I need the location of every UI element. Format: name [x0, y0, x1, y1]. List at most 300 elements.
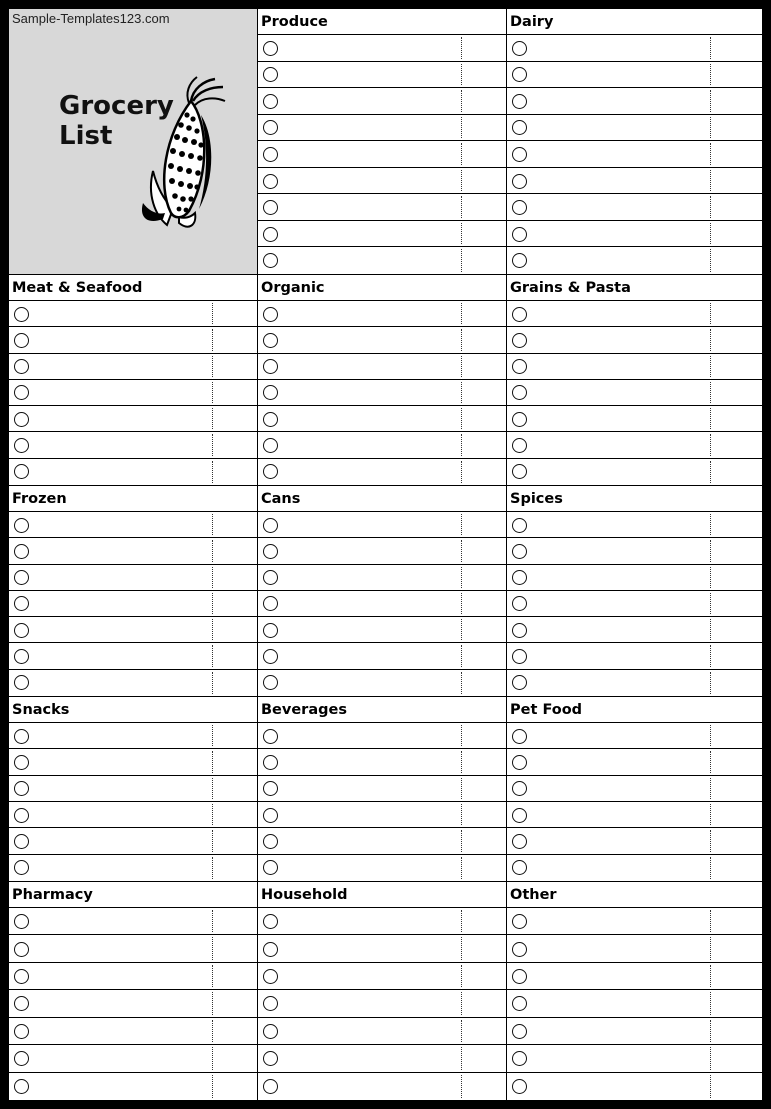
circle-checkbox-icon[interactable] [14, 914, 29, 929]
list-item[interactable] [9, 963, 257, 990]
quantity-divider [461, 540, 462, 561]
circle-checkbox-icon[interactable] [263, 808, 278, 823]
circle-checkbox-icon[interactable] [14, 942, 29, 957]
list-item[interactable] [507, 855, 762, 881]
circle-checkbox-icon[interactable] [512, 253, 527, 268]
title-block [8, 8, 258, 275]
list-item[interactable] [507, 1073, 762, 1100]
circle-checkbox-icon[interactable] [512, 438, 527, 453]
list-item[interactable] [258, 990, 506, 1017]
circle-checkbox-icon[interactable] [14, 860, 29, 875]
circle-checkbox-icon[interactable] [512, 307, 527, 322]
circle-checkbox-icon[interactable] [263, 359, 278, 374]
section-header-produce: Produce [258, 9, 506, 35]
circle-checkbox-icon[interactable] [512, 412, 527, 427]
grocery-list-sheet [8, 8, 763, 1101]
list-item[interactable] [258, 327, 506, 353]
list-item[interactable] [258, 247, 506, 274]
section-header-dairy: Dairy [507, 9, 762, 35]
list-item[interactable] [507, 354, 762, 380]
quantity-divider [461, 249, 462, 272]
quantity-divider [212, 567, 213, 588]
circle-checkbox-icon[interactable] [14, 808, 29, 823]
quantity-divider [710, 37, 711, 59]
quantity-divider [710, 356, 711, 377]
list-item[interactable] [507, 512, 762, 538]
list-item[interactable] [258, 88, 506, 115]
quantity-divider [461, 329, 462, 350]
quantity-divider [710, 90, 711, 112]
list-item[interactable] [9, 802, 257, 828]
list-item[interactable] [258, 512, 506, 538]
list-item[interactable] [258, 908, 506, 935]
quantity-divider [212, 965, 213, 987]
list-item[interactable] [258, 802, 506, 828]
list-item[interactable] [258, 643, 506, 669]
circle-checkbox-icon[interactable] [512, 174, 527, 189]
quantity-divider [212, 1047, 213, 1069]
list-item[interactable] [258, 855, 506, 881]
list-item[interactable] [507, 802, 762, 828]
quantity-divider [212, 1020, 213, 1042]
circle-checkbox-icon[interactable] [263, 834, 278, 849]
list-item[interactable] [507, 221, 762, 248]
list-item[interactable] [258, 301, 506, 327]
circle-checkbox-icon[interactable] [512, 120, 527, 135]
list-item[interactable] [9, 406, 257, 432]
quantity-divider [710, 937, 711, 959]
list-item[interactable] [258, 1073, 506, 1100]
section-produce [257, 8, 507, 275]
quantity-divider [212, 619, 213, 640]
circle-checkbox-icon[interactable] [512, 200, 527, 215]
list-item[interactable] [507, 327, 762, 353]
quantity-divider [710, 725, 711, 746]
circle-checkbox-icon[interactable] [263, 253, 278, 268]
list-item[interactable] [507, 617, 762, 643]
circle-checkbox-icon[interactable] [263, 860, 278, 875]
circle-checkbox-icon[interactable] [14, 969, 29, 984]
list-item[interactable] [258, 670, 506, 696]
quantity-divider [212, 461, 213, 483]
circle-checkbox-icon[interactable] [512, 860, 527, 875]
circle-checkbox-icon[interactable] [263, 147, 278, 162]
list-item[interactable] [258, 354, 506, 380]
section-beverages [257, 696, 507, 882]
circle-checkbox-icon[interactable] [263, 729, 278, 744]
quantity-divider [710, 117, 711, 139]
circle-checkbox-icon[interactable] [512, 1051, 527, 1066]
list-item[interactable] [507, 88, 762, 115]
circle-checkbox-icon[interactable] [512, 729, 527, 744]
circle-checkbox-icon[interactable] [263, 1024, 278, 1039]
circle-checkbox-icon[interactable] [14, 834, 29, 849]
circle-checkbox-icon[interactable] [14, 996, 29, 1011]
circle-checkbox-icon[interactable] [512, 781, 527, 796]
list-item[interactable] [258, 35, 506, 62]
quantity-divider [461, 37, 462, 59]
list-item[interactable] [9, 591, 257, 617]
list-item[interactable] [258, 168, 506, 195]
quantity-divider [710, 196, 711, 218]
circle-checkbox-icon[interactable] [263, 412, 278, 427]
circle-checkbox-icon[interactable] [512, 41, 527, 56]
list-item[interactable] [507, 459, 762, 485]
circle-checkbox-icon[interactable] [512, 1024, 527, 1039]
section-header-meat: Meat & Seafood [9, 275, 257, 301]
list-item[interactable] [507, 1018, 762, 1045]
circle-checkbox-icon[interactable] [512, 623, 527, 638]
quantity-divider [710, 434, 711, 455]
quantity-divider [212, 540, 213, 561]
circle-checkbox-icon[interactable] [14, 307, 29, 322]
list-item[interactable] [507, 194, 762, 221]
circle-checkbox-icon[interactable] [512, 996, 527, 1011]
list-item[interactable] [507, 670, 762, 696]
quantity-divider [212, 672, 213, 694]
quantity-divider [710, 672, 711, 694]
circle-checkbox-icon[interactable] [263, 385, 278, 400]
quantity-divider [461, 64, 462, 86]
circle-checkbox-icon[interactable] [512, 227, 527, 242]
circle-checkbox-icon[interactable] [263, 596, 278, 611]
quantity-divider [710, 64, 711, 86]
circle-checkbox-icon[interactable] [263, 307, 278, 322]
list-item[interactable] [258, 591, 506, 617]
quantity-divider [461, 593, 462, 614]
circle-checkbox-icon[interactable] [263, 623, 278, 638]
circle-checkbox-icon[interactable] [263, 914, 278, 929]
list-item[interactable] [507, 643, 762, 669]
list-item[interactable] [507, 301, 762, 327]
list-item[interactable] [507, 591, 762, 617]
circle-checkbox-icon[interactable] [512, 359, 527, 374]
circle-checkbox-icon[interactable] [263, 438, 278, 453]
quantity-divider [461, 1075, 462, 1098]
quantity-divider [212, 382, 213, 403]
section-header-beverages: Beverages [258, 697, 506, 723]
list-item[interactable] [9, 723, 257, 749]
list-item[interactable] [9, 643, 257, 669]
quantity-divider [710, 382, 711, 403]
quantity-divider [461, 223, 462, 245]
list-item[interactable] [507, 35, 762, 62]
quantity-divider [212, 408, 213, 429]
list-item[interactable] [9, 432, 257, 458]
circle-checkbox-icon[interactable] [14, 464, 29, 479]
quantity-divider [461, 1047, 462, 1069]
circle-checkbox-icon[interactable] [263, 67, 278, 82]
quantity-divider [461, 645, 462, 666]
list-item[interactable] [258, 1018, 506, 1045]
section-organic [257, 274, 507, 486]
circle-checkbox-icon[interactable] [263, 570, 278, 585]
quantity-divider [710, 329, 711, 350]
quantity-divider [710, 408, 711, 429]
circle-checkbox-icon[interactable] [263, 942, 278, 957]
list-item[interactable] [258, 62, 506, 89]
circle-checkbox-icon[interactable] [512, 147, 527, 162]
list-item[interactable] [507, 247, 762, 274]
list-item[interactable] [9, 301, 257, 327]
quantity-divider [461, 965, 462, 987]
quantity-divider [710, 857, 711, 879]
quantity-divider [461, 672, 462, 694]
circle-checkbox-icon[interactable] [14, 359, 29, 374]
list-item[interactable] [258, 749, 506, 775]
quantity-divider [212, 725, 213, 746]
list-item[interactable] [9, 1018, 257, 1045]
section-pharmacy [8, 881, 258, 1101]
list-item[interactable] [258, 723, 506, 749]
circle-checkbox-icon[interactable] [14, 729, 29, 744]
circle-checkbox-icon[interactable] [512, 94, 527, 109]
circle-checkbox-icon[interactable] [512, 596, 527, 611]
list-item[interactable] [9, 1045, 257, 1072]
list-item[interactable] [258, 406, 506, 432]
circle-checkbox-icon[interactable] [512, 518, 527, 533]
circle-checkbox-icon[interactable] [263, 996, 278, 1011]
circle-checkbox-icon[interactable] [512, 834, 527, 849]
circle-checkbox-icon[interactable] [263, 120, 278, 135]
section-cans [257, 485, 507, 697]
list-item[interactable] [507, 963, 762, 990]
list-item[interactable] [507, 908, 762, 935]
list-item[interactable] [258, 459, 506, 485]
circle-checkbox-icon[interactable] [14, 649, 29, 664]
list-item[interactable] [507, 62, 762, 89]
quantity-divider [710, 514, 711, 535]
circle-checkbox-icon[interactable] [263, 781, 278, 796]
circle-checkbox-icon[interactable] [14, 1079, 29, 1094]
circle-checkbox-icon[interactable] [263, 649, 278, 664]
circle-checkbox-icon[interactable] [512, 67, 527, 82]
circle-checkbox-icon[interactable] [263, 518, 278, 533]
quantity-divider [710, 170, 711, 192]
section-header-grains: Grains & Pasta [507, 275, 762, 301]
list-item[interactable] [258, 617, 506, 643]
quantity-divider [710, 1020, 711, 1042]
list-item[interactable] [258, 776, 506, 802]
list-item[interactable] [9, 776, 257, 802]
circle-checkbox-icon[interactable] [263, 675, 278, 690]
section-meat [8, 274, 258, 486]
circle-checkbox-icon[interactable] [512, 464, 527, 479]
list-item[interactable] [258, 963, 506, 990]
quantity-divider [710, 1075, 711, 1098]
watermark: Sample-Templates123.com [12, 11, 170, 26]
section-header-cans: Cans [258, 486, 506, 512]
section-household [257, 881, 507, 1101]
circle-checkbox-icon[interactable] [263, 333, 278, 348]
circle-checkbox-icon[interactable] [14, 570, 29, 585]
list-item[interactable] [507, 1045, 762, 1072]
quantity-divider [710, 992, 711, 1014]
list-item[interactable] [9, 990, 257, 1017]
list-item[interactable] [507, 990, 762, 1017]
circle-checkbox-icon[interactable] [14, 438, 29, 453]
quantity-divider [212, 992, 213, 1014]
quantity-divider [461, 567, 462, 588]
list-item[interactable] [507, 935, 762, 962]
quantity-divider [710, 778, 711, 799]
circle-checkbox-icon[interactable] [512, 1079, 527, 1094]
list-item[interactable] [258, 194, 506, 221]
list-item[interactable] [9, 327, 257, 353]
quantity-divider [710, 965, 711, 987]
section-spices [506, 485, 763, 697]
section-header-snacks: Snacks [9, 697, 257, 723]
circle-checkbox-icon[interactable] [263, 1051, 278, 1066]
list-item[interactable] [9, 459, 257, 485]
list-item[interactable] [9, 512, 257, 538]
corn-icon [137, 75, 232, 235]
quantity-divider [212, 1075, 213, 1098]
quantity-divider [461, 90, 462, 112]
sections-grid [8, 8, 763, 1101]
title-line-2: List [59, 121, 113, 151]
list-item[interactable] [9, 908, 257, 935]
quantity-divider [461, 461, 462, 483]
quantity-divider [710, 751, 711, 772]
list-item[interactable] [507, 749, 762, 775]
section-header-other: Other [507, 882, 762, 908]
circle-checkbox-icon[interactable] [263, 200, 278, 215]
quantity-divider [461, 514, 462, 535]
list-item[interactable] [258, 141, 506, 168]
list-item[interactable] [507, 115, 762, 142]
list-item[interactable] [9, 670, 257, 696]
section-header-pharmacy: Pharmacy [9, 882, 257, 908]
quantity-divider [212, 804, 213, 825]
list-item[interactable] [258, 221, 506, 248]
circle-checkbox-icon[interactable] [263, 969, 278, 984]
circle-checkbox-icon[interactable] [512, 942, 527, 957]
circle-checkbox-icon[interactable] [14, 675, 29, 690]
quantity-divider [461, 619, 462, 640]
list-item[interactable] [9, 538, 257, 564]
quantity-divider [461, 751, 462, 772]
circle-checkbox-icon[interactable] [14, 755, 29, 770]
quantity-divider [461, 830, 462, 851]
list-item[interactable] [9, 855, 257, 881]
list-item[interactable] [507, 538, 762, 564]
circle-checkbox-icon[interactable] [512, 385, 527, 400]
circle-checkbox-icon[interactable] [14, 623, 29, 638]
quantity-divider [212, 303, 213, 324]
list-item[interactable] [9, 1073, 257, 1100]
quantity-divider [710, 143, 711, 165]
circle-checkbox-icon[interactable] [263, 41, 278, 56]
quantity-divider [212, 857, 213, 879]
circle-checkbox-icon[interactable] [512, 969, 527, 984]
list-item[interactable] [258, 538, 506, 564]
quantity-divider [710, 303, 711, 324]
list-item[interactable] [507, 141, 762, 168]
circle-checkbox-icon[interactable] [263, 464, 278, 479]
circle-checkbox-icon[interactable] [512, 808, 527, 823]
list-item[interactable] [9, 565, 257, 591]
quantity-divider [212, 910, 213, 932]
quantity-divider [212, 356, 213, 377]
circle-checkbox-icon[interactable] [14, 518, 29, 533]
list-item[interactable] [9, 617, 257, 643]
list-item[interactable] [9, 354, 257, 380]
circle-checkbox-icon[interactable] [14, 385, 29, 400]
quantity-divider [212, 778, 213, 799]
circle-checkbox-icon[interactable] [263, 544, 278, 559]
quantity-divider [710, 249, 711, 272]
quantity-divider [461, 434, 462, 455]
quantity-divider [212, 329, 213, 350]
circle-checkbox-icon[interactable] [14, 333, 29, 348]
list-item[interactable] [9, 828, 257, 854]
circle-checkbox-icon[interactable] [263, 94, 278, 109]
list-item[interactable] [507, 380, 762, 406]
circle-checkbox-icon[interactable] [263, 227, 278, 242]
quantity-divider [710, 830, 711, 851]
circle-checkbox-icon[interactable] [263, 755, 278, 770]
list-item[interactable] [507, 828, 762, 854]
quantity-divider [212, 434, 213, 455]
quantity-divider [461, 778, 462, 799]
circle-checkbox-icon[interactable] [14, 781, 29, 796]
quantity-divider [710, 461, 711, 483]
list-item[interactable] [258, 565, 506, 591]
circle-checkbox-icon[interactable] [512, 649, 527, 664]
circle-checkbox-icon[interactable] [512, 914, 527, 929]
circle-checkbox-icon[interactable] [14, 1024, 29, 1039]
circle-checkbox-icon[interactable] [14, 1051, 29, 1066]
circle-checkbox-icon[interactable] [512, 570, 527, 585]
circle-checkbox-icon[interactable] [14, 412, 29, 427]
section-header-petfood: Pet Food [507, 697, 762, 723]
quantity-divider [461, 937, 462, 959]
list-item[interactable] [507, 432, 762, 458]
list-item[interactable] [9, 380, 257, 406]
circle-checkbox-icon[interactable] [512, 333, 527, 348]
circle-checkbox-icon[interactable] [512, 755, 527, 770]
quantity-divider [461, 857, 462, 879]
list-item[interactable] [258, 380, 506, 406]
circle-checkbox-icon[interactable] [14, 544, 29, 559]
list-item[interactable] [507, 168, 762, 195]
quantity-divider [461, 196, 462, 218]
list-item[interactable] [507, 776, 762, 802]
list-item[interactable] [258, 935, 506, 962]
list-item[interactable] [258, 432, 506, 458]
list-item[interactable] [507, 565, 762, 591]
circle-checkbox-icon[interactable] [263, 174, 278, 189]
circle-checkbox-icon[interactable] [512, 544, 527, 559]
quantity-divider [710, 540, 711, 561]
list-item[interactable] [258, 828, 506, 854]
circle-checkbox-icon[interactable] [263, 1079, 278, 1094]
list-item[interactable] [258, 115, 506, 142]
section-other [506, 881, 763, 1101]
quantity-divider [212, 593, 213, 614]
section-petfood [506, 696, 763, 882]
circle-checkbox-icon[interactable] [14, 596, 29, 611]
list-item[interactable] [507, 723, 762, 749]
section-header-spices: Spices [507, 486, 762, 512]
list-item[interactable] [9, 749, 257, 775]
list-item[interactable] [9, 935, 257, 962]
list-item[interactable] [258, 1045, 506, 1072]
list-item[interactable] [507, 406, 762, 432]
title-line-1: Grocery [59, 91, 174, 121]
circle-checkbox-icon[interactable] [512, 675, 527, 690]
